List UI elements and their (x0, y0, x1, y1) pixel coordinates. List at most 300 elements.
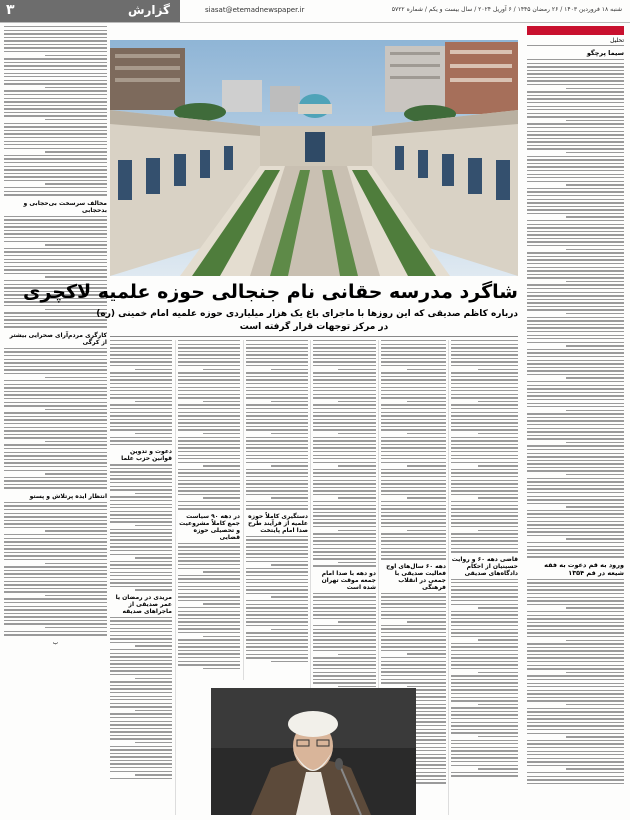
text-line (178, 628, 240, 629)
text-line (527, 59, 624, 60)
text-line (4, 484, 107, 485)
text-line (178, 494, 240, 495)
text-line (110, 440, 172, 441)
text-line (313, 462, 376, 463)
text-line (110, 692, 172, 693)
text-line (451, 480, 518, 481)
text-line (246, 600, 308, 601)
text-line (527, 385, 624, 386)
text-line (381, 643, 446, 644)
text-line (338, 497, 376, 498)
text-line (527, 209, 624, 210)
text-line (110, 572, 172, 573)
text-line (4, 162, 107, 163)
text-line (478, 607, 518, 608)
text-line (4, 237, 107, 238)
text-line (110, 653, 172, 654)
text-line (271, 401, 308, 402)
text-line (4, 230, 107, 231)
text-line (527, 700, 624, 701)
text-line (4, 33, 107, 34)
text-line (246, 607, 308, 608)
text-line (4, 233, 107, 234)
text-line (313, 354, 376, 355)
text-line (4, 513, 107, 514)
text-line (381, 469, 446, 470)
text-line (246, 536, 308, 537)
text-line (407, 621, 446, 622)
text-line (178, 480, 240, 481)
text-line (110, 586, 172, 587)
column-separator (175, 340, 176, 815)
text-line (313, 682, 376, 683)
text-line (451, 512, 518, 513)
text-line (451, 404, 518, 405)
text-line (527, 496, 624, 497)
text-line (313, 551, 376, 552)
text-line (313, 643, 376, 644)
text-line (381, 522, 446, 523)
text-line (527, 177, 624, 178)
text-line (4, 187, 107, 188)
text-line (313, 476, 376, 477)
right-column (527, 26, 624, 816)
text-line (4, 437, 107, 438)
text-line (45, 530, 107, 531)
text-line (338, 401, 376, 402)
text-line (178, 440, 240, 441)
text-line (566, 672, 624, 673)
text-line (527, 392, 624, 393)
text-line (135, 774, 172, 775)
text-line (246, 593, 308, 594)
text-line (110, 638, 172, 639)
text-line (527, 478, 624, 479)
text-line (4, 423, 107, 424)
text-line (527, 751, 624, 752)
text-line (478, 639, 518, 640)
text-line (566, 88, 624, 89)
text-line (407, 433, 446, 434)
text-line (451, 582, 518, 583)
text-line (110, 749, 172, 750)
text-line (246, 444, 308, 445)
text-line (566, 120, 624, 121)
text-line (451, 526, 518, 527)
text-line (4, 570, 107, 571)
text-line (381, 668, 446, 669)
text-line (246, 476, 308, 477)
text-line (178, 575, 240, 576)
text-line (451, 440, 518, 441)
text-line (110, 753, 172, 754)
text-line (178, 455, 240, 456)
text-line (451, 636, 518, 637)
text-line (313, 505, 376, 506)
text-line (178, 451, 240, 452)
text-line (4, 623, 107, 624)
article-subhead-6: دعوت و تدوین قوانین حزب علما (121, 448, 172, 463)
text-line (313, 451, 376, 452)
text-line (246, 621, 308, 622)
text-line (381, 548, 446, 549)
text-line (178, 472, 240, 473)
text-line (566, 345, 624, 346)
text-line (246, 340, 308, 341)
text-line (478, 369, 518, 370)
text-line (313, 607, 376, 608)
text-line (381, 480, 446, 481)
text-line (271, 661, 308, 662)
text-line (527, 66, 624, 67)
text-line (313, 358, 376, 359)
text-line (338, 369, 376, 370)
text-line (381, 490, 446, 491)
text-line (4, 148, 107, 149)
text-line (110, 624, 172, 625)
text-line (527, 309, 624, 310)
text-line (135, 557, 172, 558)
text-line (527, 449, 624, 450)
text-line (478, 433, 518, 434)
column-text-block (527, 579, 624, 784)
text-line (4, 155, 107, 156)
text-line (110, 735, 172, 736)
text-line (178, 568, 240, 569)
text-line (313, 351, 376, 352)
text-line (451, 390, 518, 391)
text-line (527, 754, 624, 755)
text-line (4, 631, 107, 632)
text-line (527, 166, 624, 167)
text-line (478, 736, 518, 737)
text-line (110, 670, 172, 671)
text-line (246, 422, 308, 423)
text-line (135, 678, 172, 679)
red-label-bar (527, 26, 624, 35)
text-line (110, 699, 172, 700)
text-line (527, 776, 624, 777)
text-line (271, 465, 308, 466)
text-line (4, 470, 107, 471)
text-line (45, 276, 107, 277)
text-line (451, 664, 518, 665)
text-line (527, 632, 624, 633)
text-line (178, 376, 240, 377)
text-line (110, 628, 172, 629)
text-line (313, 657, 376, 658)
text-line (246, 508, 308, 509)
text-line (246, 387, 308, 388)
text-line (178, 387, 240, 388)
text-line (246, 404, 308, 405)
text-line (381, 412, 446, 413)
text-line (527, 729, 624, 730)
text-line (178, 408, 240, 409)
text-line (527, 227, 624, 228)
text-line (381, 415, 446, 416)
left-column (4, 26, 107, 816)
text-line (4, 373, 107, 374)
text-line (313, 650, 376, 651)
text-line (4, 584, 107, 585)
text-line (527, 740, 624, 741)
text-line (4, 169, 107, 170)
text-line (178, 505, 240, 506)
text-line (313, 455, 376, 456)
text-line (527, 388, 624, 389)
text-line (4, 141, 107, 142)
text-line (451, 419, 518, 420)
text-line (381, 661, 446, 662)
text-line (178, 596, 240, 597)
text-line (407, 369, 446, 370)
text-line (451, 686, 518, 687)
text-line (381, 472, 446, 473)
text-line (246, 579, 308, 580)
text-line (4, 80, 107, 81)
text-line (178, 437, 240, 438)
cleric-portrait-photo (211, 688, 416, 815)
text-line (4, 609, 107, 610)
text-line (246, 490, 308, 491)
text-line (4, 65, 107, 66)
text-line (451, 757, 518, 758)
text-line (451, 732, 518, 733)
text-line (527, 252, 624, 253)
text-line (381, 422, 446, 423)
text-line (178, 394, 240, 395)
text-line (313, 544, 376, 545)
text-line (246, 379, 308, 380)
text-line (110, 649, 172, 650)
text-line (178, 632, 240, 633)
text-line (178, 508, 240, 509)
article-column-5 (178, 340, 240, 680)
text-line (313, 394, 376, 395)
text-line (110, 568, 172, 569)
text-line (527, 284, 624, 285)
text-line (110, 674, 172, 675)
text-line (451, 722, 518, 723)
text-line (527, 758, 624, 759)
text-line (381, 664, 446, 665)
text-line (110, 656, 172, 657)
text-line (451, 754, 518, 755)
text-line (527, 288, 624, 289)
text-line (313, 483, 376, 484)
text-line (527, 292, 624, 293)
text-line (381, 501, 446, 502)
text-line (381, 555, 446, 556)
text-line (451, 750, 518, 751)
text-line (451, 415, 518, 416)
text-line (178, 664, 240, 665)
text-line (527, 141, 624, 142)
text-line (451, 426, 518, 427)
text-line (178, 444, 240, 445)
text-line (110, 617, 172, 618)
text-line (110, 347, 172, 348)
text-line (178, 614, 240, 615)
text-line (527, 779, 624, 780)
text-line (527, 431, 624, 432)
text-line (527, 513, 624, 514)
text-line (527, 395, 624, 396)
text-line (178, 383, 240, 384)
text-line (313, 604, 376, 605)
text-line (110, 696, 172, 697)
text-line (381, 628, 446, 629)
text-line (527, 467, 624, 468)
text-line (527, 600, 624, 601)
text-line (527, 145, 624, 146)
text-line (178, 578, 240, 579)
text-line (451, 611, 518, 612)
text-line (110, 344, 172, 345)
text-line (4, 581, 107, 582)
text-line (178, 639, 240, 640)
text-line (527, 413, 624, 414)
text-line (527, 708, 624, 709)
text-line (110, 437, 172, 438)
text-line (313, 625, 376, 626)
text-line (45, 473, 107, 474)
text-line (4, 305, 107, 306)
text-line (451, 455, 518, 456)
text-line (313, 440, 376, 441)
page-header (0, 0, 630, 23)
text-line (381, 505, 446, 506)
text-line (381, 361, 446, 362)
text-line (381, 607, 446, 608)
text-line (527, 170, 624, 171)
text-line (527, 675, 624, 676)
text-line (178, 646, 240, 647)
text-line (45, 409, 107, 410)
text-line (478, 465, 518, 466)
text-line (527, 665, 624, 666)
text-line (4, 466, 107, 467)
text-line (451, 682, 518, 683)
text-line (110, 422, 172, 423)
text-line (451, 383, 518, 384)
text-line (110, 412, 172, 413)
text-line (451, 462, 518, 463)
text-line (4, 166, 107, 167)
text-line (178, 354, 240, 355)
text-line (4, 144, 107, 145)
text-line (4, 487, 107, 488)
text-line (135, 369, 172, 370)
text-line (566, 152, 624, 153)
text-line (110, 475, 172, 476)
text-line (451, 494, 518, 495)
text-line (4, 520, 107, 521)
text-line (203, 668, 240, 669)
text-line (178, 419, 240, 420)
text-line (566, 607, 624, 608)
text-line (178, 415, 240, 416)
text-line (45, 87, 107, 88)
text-line (527, 191, 624, 192)
text-line (4, 444, 107, 445)
text-line (527, 722, 624, 723)
text-line (110, 415, 172, 416)
text-line (246, 347, 308, 348)
text-line (313, 636, 376, 637)
text-line (246, 550, 308, 551)
text-line (178, 429, 240, 430)
text-line (110, 543, 172, 544)
text-line (527, 206, 624, 207)
text-line (527, 270, 624, 271)
text-line (246, 557, 308, 558)
text-line (527, 349, 624, 350)
text-line (478, 530, 518, 531)
text-line (313, 344, 376, 345)
text-line (451, 537, 518, 538)
text-line (246, 632, 308, 633)
text-line (178, 553, 240, 554)
text-line (451, 679, 518, 680)
text-line (178, 546, 240, 547)
text-line (381, 625, 446, 626)
text-line (4, 126, 107, 127)
text-line (407, 465, 446, 466)
text-line (527, 123, 624, 124)
text-line (4, 262, 107, 263)
text-line (45, 563, 107, 564)
text-line (527, 338, 624, 339)
text-line (4, 47, 107, 48)
text-line (313, 540, 376, 541)
text-line (110, 660, 172, 661)
text-line (178, 543, 240, 544)
text-line (451, 376, 518, 377)
text-line (527, 733, 624, 734)
text-line (313, 668, 376, 669)
text-line (381, 639, 446, 640)
text-line (381, 632, 446, 633)
text-line (381, 344, 446, 345)
text-line (313, 458, 376, 459)
text-line (4, 452, 107, 453)
text-line (110, 521, 172, 522)
text-line (178, 611, 240, 612)
text-line (4, 591, 107, 592)
text-line (527, 199, 624, 200)
text-line (451, 522, 518, 523)
text-line (178, 490, 240, 491)
text-line (527, 549, 624, 550)
text-line (4, 123, 107, 124)
text-line (4, 369, 107, 370)
text-line (313, 419, 376, 420)
text-line (110, 496, 172, 497)
portrait-illustration (211, 688, 416, 815)
article-subhead-3: دو دهه با صدا امام جمعه موقت تهران شده است (321, 569, 376, 591)
text-line (271, 629, 308, 630)
text-line (246, 582, 308, 583)
text-line (313, 379, 376, 380)
text-line (527, 245, 624, 246)
text-line (4, 391, 107, 392)
text-line (110, 379, 172, 380)
text-line (381, 447, 446, 448)
text-line (566, 216, 624, 217)
text-line (451, 657, 518, 658)
